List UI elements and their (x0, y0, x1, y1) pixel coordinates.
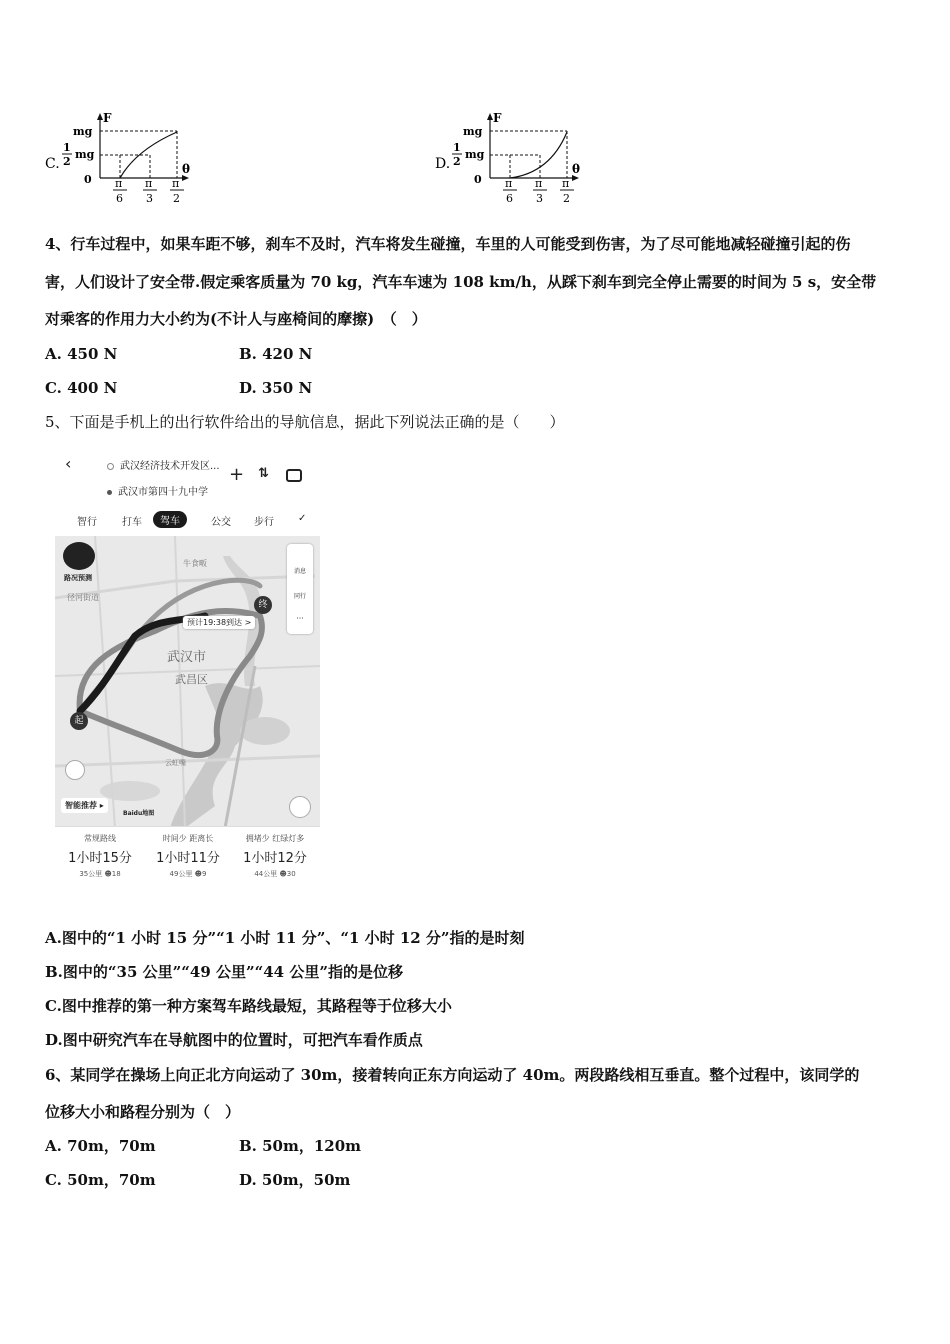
tick-pi-3: π (535, 177, 543, 190)
back-icon[interactable]: ‹ (65, 454, 72, 473)
svg-text:2: 2 (563, 192, 570, 205)
option-c-label: C. (45, 156, 60, 172)
q4-option-b: B. 420 N (239, 345, 313, 363)
q6-stem-line2: 位移大小和路程分别为（ ） (45, 1103, 241, 1121)
q4-option-d: D. 350 N (239, 379, 313, 397)
axis-theta-label: θ (182, 162, 191, 176)
q5-option-b: B.图中的“35 公里”“49 公里”“44 公里”指的是位移 (45, 963, 403, 981)
origin-field[interactable]: 武汉经济技术开发区... (107, 457, 220, 472)
destination-dot-icon (107, 490, 112, 495)
route-card[interactable]: 拥堵少 红绿灯多 1小时12分 44公里 ☻30 (232, 833, 318, 879)
q5-stem: 5、下面是手机上的出行软件给出的导航信息，据此下列说法正确的是（ ） (45, 413, 565, 431)
smart-recommend-button[interactable]: 智能推荐 ▸ (61, 798, 108, 813)
q6-option-c: C. 50m，70m (45, 1171, 156, 1189)
navigation-screenshot (55, 448, 320, 888)
q4-stem-line2: 害，人们设计了安全带.假定乘客质量为 70 kg，汽车车速为 108 km/h，从踩下刹车到完全停止需要的时间为 5 s，安全带 (45, 273, 877, 291)
svg-text:3: 3 (536, 192, 543, 205)
half-mg-label: mg (465, 148, 485, 161)
half-den: 2 (63, 155, 71, 168)
q4-option-a: A. 450 N (45, 345, 118, 363)
graph-c-svg (40, 105, 210, 207)
route-card[interactable]: 时间少 距离长 1小时11分 49公里 ☻9 (145, 833, 231, 879)
speedometer-icon[interactable] (63, 542, 95, 570)
destination-field[interactable]: 武汉市第四十九中学 (107, 483, 208, 498)
route-card[interactable]: 常规路线 1小时15分 35公里 ☻18 (57, 833, 143, 879)
q6-stem-line1: 6、某同学在操场上向正北方向运动了 30m，接着转向正东方向运动了 40m。两段路线相互垂直。整个过程中，该同学的 (45, 1066, 860, 1084)
q4-option-c: C. 400 N (45, 379, 118, 397)
half-mg-label: mg (75, 148, 95, 161)
vehicle-icon[interactable] (286, 469, 302, 482)
q4-stem-line3: 对乘客的作用力大小约为(不计人与座椅间的摩擦) （ ） (45, 310, 427, 328)
option-d-label: D. (435, 156, 451, 172)
q6-option-b: B. 50m，120m (239, 1137, 362, 1155)
q6-option-a: A. 70m，70m (45, 1137, 156, 1155)
locate-icon[interactable] (65, 760, 85, 780)
route-meta: 44公里 ☻30 (254, 870, 296, 878)
curve-c (120, 132, 177, 178)
end-marker: 终 (254, 596, 272, 614)
route-duration: 1小时12分 (243, 851, 307, 866)
tab-transit[interactable]: 公交 (211, 517, 231, 528)
curve-d (510, 132, 567, 178)
map-city-label: 武汉市 (167, 650, 207, 665)
origin-dot-icon (107, 463, 114, 470)
add-waypoint-icon[interactable]: + (229, 464, 245, 485)
tick-pi-6: π (115, 177, 123, 190)
message-button[interactable]: 消息 (293, 568, 306, 575)
graph-c (40, 105, 210, 207)
svg-text:3: 3 (146, 192, 153, 205)
map-place-label: 径河街道 (67, 593, 99, 602)
mg-label: mg (73, 125, 93, 138)
tab-walk[interactable]: 步行 (254, 517, 274, 528)
tab-taxi[interactable]: 打车 (122, 517, 142, 528)
mode-tabs (55, 510, 320, 530)
svg-text:6: 6 (506, 192, 513, 205)
map-district-label: 武昌区 (175, 673, 208, 686)
q5-option-a: A.图中的“1 小时 15 分”“1 小时 11 分”、“1 小时 12 分”指的是时刻 (45, 929, 525, 947)
svg-text:6: 6 (116, 192, 123, 205)
axis-f-label: F (493, 111, 502, 125)
route-header (55, 448, 320, 508)
tick-pi-2: π (172, 177, 180, 190)
route-options (55, 826, 320, 888)
baidu-logo: Baidu地图 (123, 810, 155, 817)
half-den: 2 (453, 155, 461, 168)
tick-pi-6: π (505, 177, 513, 190)
route-duration: 1小时15分 (68, 851, 132, 866)
road-predict-label: 路况预测 (64, 574, 92, 582)
route-meta: 35公里 ☻18 (79, 870, 121, 878)
route-meta: 49公里 ☻9 (169, 870, 207, 878)
map-side-panel (287, 544, 313, 634)
axis-theta-label: θ (572, 162, 581, 176)
svg-text:2: 2 (173, 192, 180, 205)
tab-drive[interactable]: 驾车 (153, 511, 187, 528)
peer-button[interactable]: 同行 (293, 593, 306, 600)
more-check-icon[interactable]: ✓ (298, 513, 307, 524)
tab-zhixing[interactable]: 智行 (77, 517, 97, 528)
half-num: 1 (63, 141, 71, 154)
route-duration: 1小时11分 (156, 851, 220, 866)
mg-label: mg (463, 125, 483, 138)
route-map[interactable] (55, 536, 320, 828)
q5-option-d: D.图中研究汽车在导航图中的位置时，可把汽车看作质点 (45, 1031, 423, 1049)
start-marker: 起 (70, 712, 88, 730)
q5-option-c: C.图中推荐的第一种方案驾车路线最短，其路程等于位移大小 (45, 997, 452, 1015)
swap-icon[interactable]: ⇅ (258, 466, 269, 481)
half-num: 1 (453, 141, 461, 154)
tick-pi-2: π (562, 177, 570, 190)
origin-label: 0 (474, 173, 482, 186)
q6-option-d: D. 50m，50m (239, 1171, 351, 1189)
q4-stem-line1: 4、行车过程中，如果车距不够，刹车不及时，汽车将发生碰撞，车里的人可能受到伤害，为了尽可能地减轻碰撞引起的伤 (45, 235, 851, 253)
eta-badge[interactable]: 预计19:38到达 > (183, 616, 255, 629)
graph-d (430, 105, 600, 207)
origin-label: 0 (84, 173, 92, 186)
map-place-label: 云虹嘴 (165, 759, 186, 767)
refresh-icon[interactable] (289, 796, 311, 818)
tick-pi-3: π (145, 177, 153, 190)
more-icon[interactable]: ··· (296, 614, 304, 623)
map-place-label: 牛食畈 (183, 559, 207, 568)
graph-d-svg (430, 105, 600, 207)
axis-f-label: F (103, 111, 112, 125)
